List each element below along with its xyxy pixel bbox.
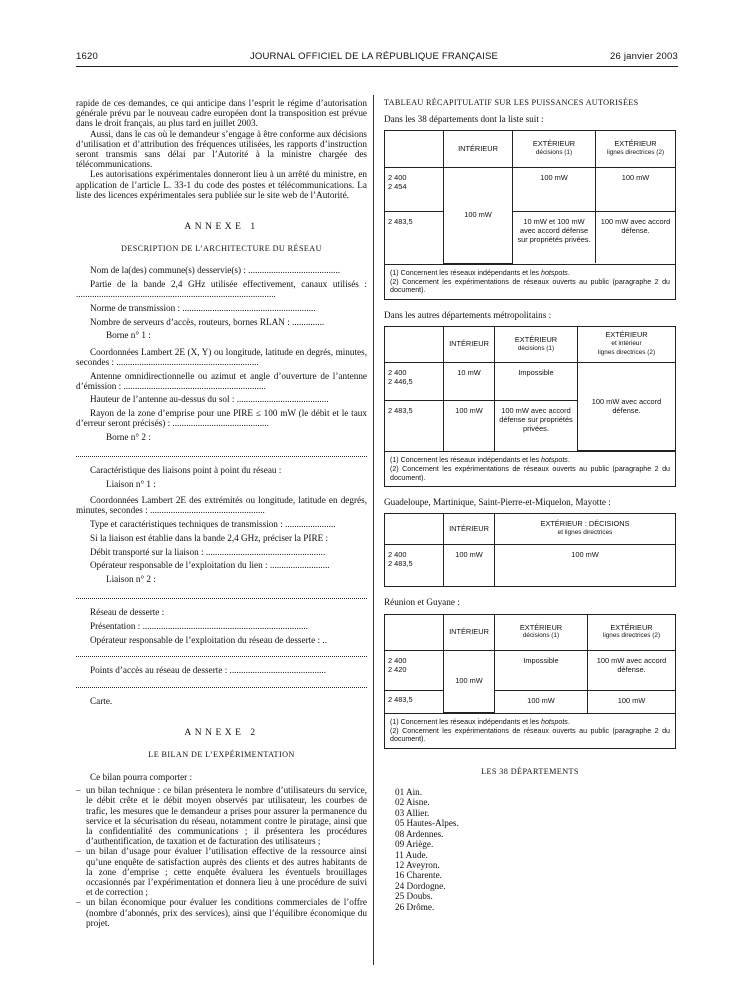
table-cell: Impossible (495, 363, 578, 401)
annexe-1-subtitle: DESCRIPTION DE L’ARCHITECTURE DU RÉSEAU (121, 244, 322, 254)
table-cell: 100 mW avec accord défense. (578, 363, 676, 451)
bullet: – (76, 897, 81, 908)
borne-label: Borne n° 1 : (106, 330, 151, 341)
col-header-exterieur-decisions: EXTÉRIEUR décisions (1) (495, 615, 588, 651)
annexe-2-title: ANNEXE 2 (184, 728, 259, 739)
col-header-interieur: INTÉRIEUR (444, 327, 495, 363)
form-line: Nombre de serveurs d’accès, routeurs, bornes RLAN : .............. (90, 316, 325, 327)
table-cell: 100 mW (444, 651, 495, 713)
list-item-text: un bilan économique pour évaluer les conditions commerciales de l’offre (nombre d’abonnés, prix des services), ainsi que l’équilibre économique du projet. (86, 897, 367, 928)
col-header-exterieur-lignes: EXTÉRIEUR lignes directrices (2) (588, 615, 676, 651)
dotted-line (76, 590, 367, 599)
summary-table-title: TABLEAU RÉCAPITULATIF SUR LES PUISSANCES AUTORISÉES (384, 98, 639, 107)
list-item: 24 Dordogne. (395, 880, 446, 891)
list-item-text: un bilan d’usage pour évaluer l’utilisation effective de la ressource ainsi qu’une enquête de satisfaction auprès des clients et des autres habitants de la zone d’emprise ; cette enquête évaluera les éventuels brouillages occasionnés par l’expérimentation et donnera lieu à une procédure de suivi et de correction ; (86, 846, 367, 898)
table-cell: 100 mW (495, 691, 588, 713)
frequency-cell: 2 483,5 (385, 691, 444, 713)
form-line: Opérateur responsable de l’exploitation du lien : .......................... (90, 560, 330, 571)
form-line: Carte. (90, 695, 113, 706)
table-intro: Guadeloupe, Martinique, Saint-Pierre-et-Miquelon, Mayotte : (384, 497, 611, 508)
form-line: Coordonnées Lambert 2E des extrémités ou longitude, latitude en degrés, minutes, secondes : .................................................. (76, 495, 367, 516)
form-line: Type et caractéristiques techniques de transmission : ...................... (90, 519, 336, 530)
col-header-exterieur: EXTÉRIEUR : DÉCISIONS et lignes directrices (495, 514, 676, 544)
list-item: 09 Ariège. (395, 839, 434, 850)
form-line: Antenne omnidirectionnelle ou azimut et angle d’ouverture de l’antenne d’émission : .............................................................. (76, 370, 367, 391)
form-line: Nom de la(des) commune(s) desservie(s) : ........................................ (90, 265, 341, 276)
col-header-exterieur-lignes: EXTÉRIEUR lignes directrices (2) (596, 131, 676, 167)
liaison-label: Liaison n° 1 : (106, 478, 156, 489)
table-intro: Dans les autres départements métropolitains : (384, 309, 552, 320)
list-item: 25 Doubs. (395, 891, 433, 902)
annexe-2-subtitle: LE BILAN DE L’EXPÉRIMENTATION (148, 750, 295, 760)
list-item (76, 846, 367, 897)
table-cell: 10 mW et 100 mW avec accord défense sur propriétés privées. (513, 211, 596, 263)
power-table-reunion-guyane (384, 614, 676, 749)
form-line: Coordonnées Lambert 2E (X, Y) ou longitude, latitude en degrés, minutes, secondes : .............................................................. (76, 346, 367, 367)
table-cell: 100 mW avec accord défense. (596, 211, 676, 263)
form-line: Présentation : ........................................................................ (90, 620, 308, 631)
frequency-cell: 2 400 2 420 (385, 651, 444, 691)
table-cell: 100 mW (513, 167, 596, 211)
annexe-1-title: ANNEXE 1 (184, 222, 259, 233)
list-item: 11 Aude. (395, 849, 428, 860)
form-line: Réseau de desserte : (90, 607, 165, 618)
col-header-interieur: INTÉRIEUR (444, 131, 513, 167)
form-line: Si la liaison est établie dans la bande 2,4 GHz, préciser la PIRE : (90, 532, 329, 543)
col-header-exterieur-lignes: EXTÉRIEUR et intérieur lignes directrices (2) (578, 327, 676, 363)
col-header-interieur: INTÉRIEUR (444, 615, 495, 651)
dotted-line (76, 679, 367, 688)
page-number: 1620 (76, 51, 98, 62)
frequency-cell: 2 483,5 (385, 401, 444, 451)
form-line: Norme de transmission : .......................................................... (90, 303, 316, 314)
table-cell: 100 mW (596, 167, 676, 211)
form-line: Opérateur responsable de l’exploitation du réseau de desserte : .. (90, 634, 327, 645)
form-line: Rayon de la zone d’emprise pour une PIRE ≤ 100 mW (le débit et le taux d’erreur seront précisés) : .......................................... (76, 408, 367, 429)
table-cell: 100 mW (444, 167, 513, 263)
departements-title: LES 38 DÉPARTEMENTS (481, 766, 579, 776)
intro-paragraph: rapide de ces demandes, ce qui anticipe dans l’esprit le régime d’autorisation générale prévu par le nouveau cadre européen dont la transposition est prévue dans le droit français, au plus tard en juillet 2003. (76, 98, 367, 129)
table-notes: (1) Concernent les réseaux indépendants et les hotspots. (2) Concernent les expérimentations de réseaux ouverts au public (paragraphe 2 du document). (385, 713, 675, 748)
list-item (76, 897, 367, 928)
table-notes: (1) Concernent les réseaux indépendants et les hotspots. (2) Concernent les expérimentations de réseaux ouverts au public (paragraphe 2 du document). (385, 451, 675, 486)
table-notes: (1) Concernent les réseaux indépendants et les hotspots. (2) Concernent les expérimentations de réseaux ouverts au public (paragraphe 2 du document). (385, 264, 675, 299)
list-item: 12 Aveyron. (395, 859, 440, 870)
col-header-exterieur-decisions: EXTÉRIEUR décisions (1) (495, 327, 578, 363)
issue-date: 26 janvier 2003 (610, 51, 678, 62)
form-line: Débit transporté sur la liaison : .................................................... (90, 546, 326, 557)
table-cell: 100 mW (444, 544, 495, 586)
dotted-line (76, 648, 367, 657)
form-line: Caractéristique des liaisons point à point du réseau : (90, 465, 282, 476)
form-line: Partie de la bande 2,4 GHz utilisée effectivement, canaux utilisés : ....................................................................................... (76, 279, 367, 300)
table-cell: 100 mW avec accord défense sur propriétés privées. (495, 401, 578, 451)
bilan-intro: Ce bilan pourra comporter : (90, 771, 193, 782)
dotted-line (76, 448, 367, 457)
bullet: – (76, 846, 81, 857)
bullet: – (76, 785, 81, 796)
list-item: 08 Ardennes. (395, 828, 444, 839)
header-rule (76, 66, 678, 67)
col-header-interieur: INTÉRIEUR (444, 514, 495, 544)
departements-list (384, 787, 676, 912)
col-header-exterieur-decisions: EXTÉRIEUR décisions (1) (513, 131, 596, 167)
frequency-cell: 2 400 2 446,5 (385, 363, 444, 401)
power-table-dom-1 (384, 513, 676, 587)
table-cell: 100 mW avec accord défense. (588, 651, 676, 691)
list-item: 05 Hautes-Alpes. (395, 818, 459, 829)
liaison-label: Liaison n° 2 : (106, 573, 156, 584)
table-cell: 100 mW (588, 691, 676, 713)
table-intro: Dans les 38 départements dont la liste suit : (384, 114, 544, 125)
table-cell: 10 mW (444, 363, 495, 401)
list-item: 16 Charente. (395, 870, 442, 881)
frequency-cell: 2 400 2 483,5 (385, 544, 444, 586)
table-cell: Impossible (495, 651, 588, 691)
list-item: 03 Allier. (395, 807, 430, 818)
frequency-cell: 2 400 2 454 (385, 167, 444, 211)
intro-paragraph: Les autorisations expérimentales donneront lieu à un arrêté du ministre, en application de l’article L. 33-1 du code des postes et télécommunications. La liste des licences expérimentales sera publiée sur le site web de l’Autorité. (76, 169, 367, 200)
frequency-cell: 2 483,5 (385, 211, 444, 263)
form-line: Points d’accès au réseau de desserte : .......................................... (90, 665, 327, 676)
power-table-autres-departements (384, 326, 676, 487)
right-column (384, 98, 676, 912)
intro-paragraph: Aussi, dans le cas où le demandeur s’engage à être conforme aux décisions d’utilisation et d’attribution des fréquences utilisées, les rapports d’instruction seront transmis sans délai par l’Autorité à la ministre chargée des télécommunications. (76, 128, 367, 170)
borne-label: Borne n° 2 : (106, 432, 151, 443)
column-divider (373, 95, 374, 965)
form-line: Hauteur de l’antenne au-dessus du sol : ........................................ (90, 394, 329, 405)
list-item-text: un bilan technique : ce bilan présentera le nombre d’utilisateurs du service, le débit crête et le débit moyen observés par utilisateur, les courbes de trafic, les mesures que le demandeur a prises pour assurer la permanence du service et la sécurisation du réseau, notamment contre le piratage, ainsi que la confidentialité des communications ; il présentera les procédures d’authentification, de taxation et de facturation des utilisateurs ; (86, 785, 367, 847)
list-item (76, 785, 367, 846)
table-cell: 100 mW (495, 544, 676, 586)
journal-title: JOURNAL OFFICIEL DE LA RÉPUBLIQUE FRANÇAISE (249, 51, 499, 62)
power-table-38-departements (384, 130, 676, 299)
list-item: 02 Aisne. (395, 797, 430, 808)
table-cell: 100 mW (444, 401, 495, 451)
left-column (76, 98, 367, 928)
list-item: 26 Drôme. (395, 901, 435, 912)
table-intro: Réunion et Guyane : (384, 597, 460, 608)
list-item: 01 Ain. (395, 787, 423, 798)
